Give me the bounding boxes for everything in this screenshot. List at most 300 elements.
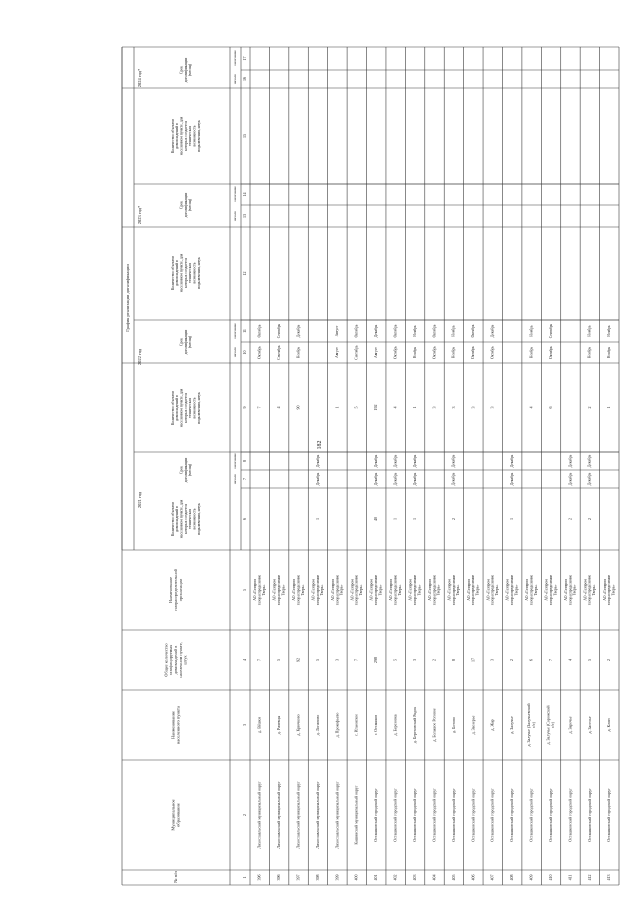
cell-municipality — [295, 781, 300, 849]
cell-total — [509, 659, 514, 661]
cell-no — [393, 875, 398, 881]
cell-end-2021 — [510, 454, 514, 467]
svg-text:газораспределение: газораспределение — [354, 574, 359, 606]
svg-text:3: 3 — [241, 724, 247, 726]
cell-total — [412, 659, 417, 661]
cell-count-2021 — [509, 518, 514, 520]
col-number — [242, 407, 247, 409]
svg-text:газораспределение: газораспределение — [451, 574, 456, 606]
cell-end-2022 — [393, 324, 397, 337]
header-term-2022 — [180, 330, 193, 355]
cell-gdo — [311, 574, 324, 605]
svg-text:3: 3 — [412, 659, 418, 661]
svg-text:образование: образование — [175, 803, 181, 827]
svg-text:2: 2 — [586, 406, 592, 409]
cell-end-2021 — [588, 454, 592, 467]
cell-municipality — [490, 788, 495, 842]
col-number — [242, 272, 247, 276]
header-no — [173, 871, 178, 883]
svg-text:подключения, штук: подключения, штук — [196, 392, 201, 424]
svg-text:Срок: Срок — [179, 465, 184, 475]
cell-no — [470, 875, 475, 881]
svg-text:начало: начало — [232, 73, 237, 85]
svg-text:2: 2 — [586, 518, 592, 520]
svg-text:АО «Газпром: АО «Газпром — [311, 579, 316, 601]
svg-text:АО «Газпром: АО «Газпром — [369, 579, 374, 601]
svg-text:4: 4 — [528, 406, 534, 409]
svg-text:Октябрь: Октябрь — [257, 324, 262, 338]
col-number — [242, 478, 247, 480]
cell-end-2021 — [568, 454, 572, 467]
svg-text:Осташковский городской округ: Осташковский городской округ — [606, 788, 612, 842]
cell-start-2022 — [607, 347, 611, 359]
cell-count-2022 — [393, 407, 398, 409]
col-number — [242, 57, 247, 61]
svg-text:6: 6 — [528, 659, 534, 661]
svg-text:газораспределение: газораспределение — [490, 574, 495, 606]
svg-text:Декабрь: Декабрь — [412, 454, 417, 468]
svg-text:газораспределение: газораспределение — [510, 574, 515, 606]
cell-total — [373, 657, 378, 663]
svg-text:начало: начало — [232, 473, 237, 485]
svg-text:с/с): с/с) — [530, 722, 536, 728]
cell-end-2022 — [335, 325, 339, 336]
svg-text:Осташковский городской округ: Осташковский городской округ — [392, 788, 398, 842]
svg-text:2: 2 — [450, 518, 456, 520]
svg-text:Декабрь: Декабрь — [296, 324, 301, 338]
header-start-2 — [233, 211, 237, 221]
cell-gdo — [428, 574, 441, 605]
svg-text:90: 90 — [295, 405, 301, 410]
cell-start-2022 — [374, 347, 378, 358]
svg-text:Ноябрь: Ноябрь — [587, 346, 592, 359]
svg-text:Декабрь: Декабрь — [587, 472, 592, 486]
cell-end-2021 — [452, 454, 456, 467]
svg-text:д. Ботово: д. Ботово — [450, 717, 456, 733]
svg-text:График реализации догазификаци: График реализации догазификации — [125, 264, 131, 332]
svg-text:АО «Газпром: АО «Газпром — [447, 579, 452, 601]
svg-text:92: 92 — [295, 658, 301, 662]
svg-text:10: 10 — [241, 350, 247, 355]
svg-text:Осташковский городской округ: Осташковский городской округ — [431, 788, 437, 842]
col-number — [242, 351, 247, 355]
cell-count-2022 — [257, 407, 262, 409]
svg-text:АО «Газпром: АО «Газпром — [505, 579, 510, 601]
svg-text:Тверь»: Тверь» — [359, 584, 364, 596]
header-gdo — [168, 568, 183, 611]
svg-text:АО «Газпром: АО «Газпром — [350, 579, 355, 601]
svg-text:Октябрь: Октябрь — [432, 324, 437, 338]
cell-settlement — [295, 714, 300, 735]
cell-gdo — [350, 574, 363, 605]
svg-text:Декабрь: Декабрь — [374, 472, 379, 486]
cell-no — [276, 875, 281, 881]
svg-text:Тверь»: Тверь» — [514, 584, 519, 596]
svg-text:5: 5 — [314, 659, 320, 661]
svg-text:д. Прокофьево: д. Прокофьево — [334, 712, 340, 738]
cell-municipality — [257, 781, 262, 849]
svg-text:догазификации: догазификации — [183, 57, 188, 83]
svg-text:Сентябрь: Сентябрь — [276, 323, 281, 339]
svg-text:Ноябрь: Ноябрь — [607, 346, 612, 359]
svg-text:газораспределение: газораспределение — [412, 574, 417, 606]
svg-text:409: 409 — [528, 874, 534, 881]
svg-text:2: 2 — [509, 659, 515, 661]
svg-text:возможность: возможность — [192, 125, 197, 147]
svg-text:17: 17 — [241, 56, 247, 61]
cell-no — [431, 875, 436, 881]
svg-text:8: 8 — [241, 460, 247, 462]
svg-text:Лихославльский муниципальный о: Лихославльский муниципальный округ — [276, 781, 282, 849]
svg-text:192: 192 — [373, 404, 379, 411]
svg-text:Срок: Срок — [179, 337, 184, 347]
svg-text:АО «Газпром: АО «Газпром — [408, 579, 413, 601]
svg-text:2: 2 — [241, 814, 247, 816]
cell-count-2022 — [606, 407, 611, 409]
cell-end-2021 — [413, 454, 417, 467]
svg-text:Тверь»: Тверь» — [611, 584, 616, 596]
cell-end-2021 — [374, 454, 378, 467]
svg-text:окончание: окончание — [232, 186, 237, 202]
svg-text:Осташковский городской округ: Осташковский городской округ — [373, 788, 379, 842]
svg-text:400: 400 — [353, 874, 359, 881]
cell-start-2022 — [393, 346, 397, 359]
svg-text:Осташковский городской округ: Осташковский городской округ — [489, 788, 495, 842]
svg-text:Тверь»: Тверь» — [300, 584, 305, 596]
svg-text:штук: штук — [182, 655, 188, 665]
cell-end-2022 — [355, 324, 359, 337]
svg-text:окончание: окончание — [232, 323, 237, 339]
header-end-0 — [233, 453, 237, 469]
svg-text:410: 410 — [547, 874, 553, 881]
svg-text:Декабрь: Декабрь — [451, 454, 456, 468]
cell-count-2022 — [276, 407, 281, 409]
svg-text:догазификации: догазификации — [183, 192, 188, 218]
cell-municipality — [412, 788, 417, 842]
svg-text:401: 401 — [373, 874, 379, 881]
cell-no — [373, 875, 378, 881]
svg-text:Август: Август — [374, 347, 379, 358]
svg-text:домовладений в: домовладений в — [175, 123, 180, 149]
svg-text:№ п/п: № п/п — [173, 871, 179, 883]
cell-no — [606, 875, 611, 881]
cell-total — [276, 659, 281, 661]
svg-text:АО «Газпром: АО «Газпром — [602, 579, 607, 601]
cell-end-2021 — [316, 454, 320, 467]
svg-text:Октябрь: Октябрь — [393, 324, 398, 338]
svg-text:Тверь»: Тверь» — [533, 584, 538, 596]
col-number — [242, 329, 247, 333]
cell-municipality — [606, 788, 611, 842]
cell-gdo — [467, 574, 480, 605]
svg-text:298: 298 — [373, 657, 379, 663]
svg-text:возможность: возможность — [192, 262, 197, 284]
svg-text:газораспределение: газораспределение — [393, 574, 398, 606]
svg-text:Общее количество: Общее количество — [163, 643, 169, 677]
cell-gdo — [447, 574, 460, 605]
svg-text:14: 14 — [241, 192, 247, 197]
svg-text:4: 4 — [567, 659, 573, 661]
cell-settlement — [509, 716, 514, 734]
svg-text:3: 3 — [470, 406, 476, 409]
svg-text:подключения, штук: подключения, штук — [196, 257, 201, 289]
cell-gdo — [583, 574, 596, 605]
col-number — [242, 877, 247, 879]
cell-total — [606, 659, 611, 661]
cell-settlement — [567, 716, 572, 733]
cell-total — [315, 659, 320, 661]
svg-text:Тверь»: Тверь» — [320, 584, 325, 596]
cell-end-2022 — [491, 324, 495, 337]
cell-gdo — [389, 574, 402, 605]
cell-count-2021 — [373, 517, 378, 521]
col-number — [242, 589, 247, 591]
svg-text:Осташковский городской округ: Осташковский городской округ — [412, 788, 418, 842]
svg-text:АО «Газпром: АО «Газпром — [272, 579, 277, 601]
svg-text:населенном пункте, для: населенном пункте, для — [179, 253, 184, 293]
svg-text:газораспределение: газораспределение — [529, 574, 534, 606]
col-number — [242, 518, 247, 520]
cell-no — [257, 875, 262, 881]
svg-text:д. Большое Роговое: д. Большое Роговое — [431, 708, 437, 742]
svg-text:с/с): с/с) — [550, 722, 556, 728]
cell-no — [587, 875, 592, 881]
cell-start-2022 — [355, 345, 359, 360]
svg-text:397: 397 — [295, 874, 301, 881]
svg-text:Лихославльский муниципальный о: Лихославльский муниципальный округ — [256, 781, 262, 849]
svg-text:д. Березовский Рядок: д. Березовский Рядок — [412, 706, 418, 744]
header-settlement — [170, 706, 180, 744]
svg-text:окончание: окончание — [232, 453, 237, 469]
svg-text:Октябрь: Октябрь — [432, 346, 437, 359]
cell-settlement — [526, 703, 536, 747]
svg-text:5: 5 — [586, 659, 592, 661]
svg-text:газораспределение: газораспределение — [587, 574, 592, 606]
header-term-2024 — [180, 58, 193, 83]
svg-text:которых создается: которых создается — [183, 393, 188, 423]
svg-text:АО «Газпром: АО «Газпром — [525, 579, 530, 601]
svg-text:АО «Газпром: АО «Газпром — [486, 579, 491, 601]
cell-settlement — [373, 715, 378, 735]
cell-total — [529, 659, 534, 661]
svg-text:Сентябрь: Сентябрь — [354, 345, 359, 360]
cell-count-2021 — [315, 518, 320, 520]
svg-text:408: 408 — [509, 874, 515, 881]
svg-text:Декабрь: Декабрь — [510, 472, 515, 486]
header-end-1 — [233, 323, 237, 339]
header-count-2021 — [171, 499, 202, 538]
cell-end-2021 — [393, 454, 397, 467]
header-start-3 — [233, 74, 237, 84]
svg-text:7: 7 — [256, 406, 262, 409]
svg-text:2: 2 — [431, 659, 437, 661]
cell-start-2022 — [258, 346, 262, 359]
cell-count-2021 — [451, 518, 456, 520]
svg-text:1: 1 — [412, 518, 418, 520]
cell-end-2022 — [588, 325, 592, 337]
svg-text:403: 403 — [412, 874, 418, 881]
svg-text:населенном пункте, для: населенном пункте, для — [179, 499, 184, 539]
svg-text:Лихославльский муниципальный о: Лихославльский муниципальный округ — [295, 781, 301, 849]
svg-text:9: 9 — [241, 406, 247, 409]
svg-text:Осташковский городской округ: Осташковский городской округ — [586, 788, 592, 842]
cell-count-2022 — [334, 407, 339, 409]
cell-settlement — [315, 715, 320, 735]
svg-text:д. Березовка: д. Березовка — [392, 714, 398, 736]
svg-text:АО «Газпром: АО «Газпром — [292, 579, 297, 601]
svg-text:Декабрь: Декабрь — [393, 454, 398, 468]
cell-count-2022 — [470, 407, 475, 409]
svg-text:АО «Газпром: АО «Газпром — [583, 579, 588, 601]
svg-text:2: 2 — [567, 518, 573, 520]
svg-text:газораспределение: газораспределение — [296, 574, 301, 606]
cell-count-2022 — [412, 407, 417, 409]
svg-text:д. Залучье: д. Залучье — [509, 716, 515, 734]
svg-text:16: 16 — [241, 77, 247, 81]
svg-text:Тверь»: Тверь» — [281, 584, 286, 596]
cell-start-2021 — [374, 472, 378, 485]
svg-text:Количество объектов: Количество объектов — [170, 118, 175, 154]
header-term-2021 — [180, 458, 193, 483]
svg-text:Осташковский городской округ: Осташковский городской округ — [567, 788, 573, 842]
svg-text:техническая: техническая — [188, 509, 193, 529]
svg-text:населенном пункте,: населенном пункте, — [177, 642, 183, 678]
svg-text:Осташковский городской округ: Осташковский городской округ — [547, 788, 553, 842]
cell-start-2021 — [393, 472, 397, 485]
svg-text:396: 396 — [276, 874, 282, 881]
cell-total — [354, 659, 359, 661]
cell-start-2022 — [296, 347, 300, 359]
svg-text:Ноябрь: Ноябрь — [529, 325, 534, 337]
cell-start-2021 — [452, 472, 456, 485]
svg-text:Тверь»: Тверь» — [553, 584, 558, 596]
svg-text:АО «Газпром: АО «Газпром — [389, 579, 394, 601]
svg-text:399: 399 — [334, 874, 340, 881]
svg-text:2: 2 — [606, 659, 612, 661]
svg-text:5: 5 — [241, 589, 247, 591]
cell-start-2022 — [452, 347, 456, 359]
svg-text:412: 412 — [586, 874, 592, 881]
svg-text:4: 4 — [241, 659, 247, 661]
svg-text:Август: Август — [335, 347, 340, 358]
svg-text:8: 8 — [450, 659, 456, 661]
svg-text:Декабрь: Декабрь — [568, 472, 573, 486]
svg-text:(месяц): (месяц) — [188, 335, 193, 349]
svg-text:3: 3 — [431, 406, 437, 409]
svg-text:газифицируемых: газифицируемых — [168, 644, 174, 676]
svg-text:догазификации: догазификации — [183, 457, 188, 483]
svg-text:газораспределение: газораспределение — [277, 574, 282, 606]
svg-text:Тверь»: Тверь» — [495, 584, 500, 596]
cell-total — [490, 659, 495, 661]
svg-text:Тверь»: Тверь» — [378, 584, 383, 596]
cell-count-2021 — [393, 518, 398, 520]
svg-text:Срок: Срок — [179, 200, 184, 210]
svg-text:Осташковский городской округ: Осташковский городской округ — [509, 788, 515, 842]
cell-end-2022 — [452, 325, 456, 337]
cell-start-2022 — [549, 346, 553, 359]
svg-text:5: 5 — [353, 406, 359, 409]
cell-gdo — [409, 574, 422, 605]
svg-text:Осташковский городской округ: Осташковский городской округ — [450, 788, 456, 842]
svg-text:подключения, штук: подключения, штук — [196, 120, 201, 152]
header-term-2023 — [180, 193, 193, 218]
svg-text:газораспределение: газораспределение — [548, 574, 553, 606]
svg-text:Декабрь: Декабрь — [374, 454, 379, 468]
cell-end-2022 — [471, 324, 475, 337]
svg-text:догазификации: догазификации — [183, 329, 188, 355]
cell-settlement — [546, 705, 556, 745]
header-total-objects — [163, 642, 187, 677]
svg-text:7: 7 — [353, 659, 359, 661]
svg-text:домовладений в: домовладений в — [172, 645, 178, 675]
cell-no — [509, 875, 514, 881]
svg-text:Кашинский муниципальный округ: Кашинский муниципальный округ — [353, 785, 359, 845]
cell-gdo — [370, 574, 383, 605]
svg-text:Тверь»: Тверь» — [339, 584, 344, 596]
svg-text:Декабрь: Декабрь — [374, 324, 379, 338]
svg-text:которых создается: которых создается — [183, 258, 188, 288]
cell-settlement — [393, 714, 398, 735]
svg-text:д. Заселье: д. Заселье — [586, 716, 592, 734]
svg-text:домовладений в: домовладений в — [175, 260, 180, 286]
svg-text:Ноябрь: Ноябрь — [296, 346, 301, 359]
header-count-2022 — [171, 388, 202, 427]
header-end-3 — [233, 50, 237, 66]
svg-text:11: 11 — [241, 329, 247, 333]
svg-text:3: 3 — [334, 659, 340, 661]
svg-text:Сентябрь: Сентябрь — [276, 345, 281, 360]
svg-text:Тверь»: Тверь» — [436, 584, 441, 596]
svg-text:1: 1 — [334, 406, 340, 409]
cell-municipality — [334, 781, 339, 849]
cell-no — [529, 875, 534, 881]
cell-count-2022 — [373, 405, 378, 411]
cell-gdo — [545, 574, 558, 605]
svg-text:д. Жар: д. Жар — [489, 719, 495, 731]
svg-text:г. Осташков: г. Осташков — [373, 714, 379, 736]
svg-text:начало: начало — [232, 346, 237, 358]
svg-text:газораспределение: газораспределение — [257, 574, 262, 606]
cell-no — [334, 875, 339, 881]
svg-text:Декабрь: Декабрь — [315, 454, 320, 468]
cell-count-2022 — [354, 407, 359, 409]
svg-text:д. Залучье (Сорожский: д. Залучье (Сорожский — [545, 705, 551, 745]
cell-total — [587, 659, 592, 661]
svg-text:13: 13 — [241, 214, 247, 218]
svg-text:Декабрь: Декабрь — [490, 324, 495, 338]
svg-text:которых создается: которых создается — [183, 504, 188, 534]
svg-text:Осташковский городской округ: Осташковский городской округ — [470, 788, 476, 842]
col-number — [242, 659, 247, 661]
header-end-2 — [233, 186, 237, 202]
svg-text:402: 402 — [392, 874, 398, 881]
cell-gdo — [486, 574, 499, 605]
svg-text:17: 17 — [470, 658, 476, 662]
svg-text:1: 1 — [241, 876, 247, 879]
svg-text:1: 1 — [606, 406, 612, 409]
svg-text:Октябрь: Октябрь — [471, 324, 476, 338]
svg-text:возможность: возможность — [192, 508, 197, 530]
svg-text:газораспределение: газораспределение — [607, 574, 612, 606]
cell-municipality — [567, 788, 572, 842]
cell-start-2021 — [413, 472, 417, 485]
svg-text:Август: Август — [335, 325, 340, 337]
svg-text:1: 1 — [314, 518, 320, 520]
cell-municipality — [509, 788, 514, 842]
cell-start-2022 — [491, 346, 495, 359]
cell-total — [295, 658, 300, 662]
